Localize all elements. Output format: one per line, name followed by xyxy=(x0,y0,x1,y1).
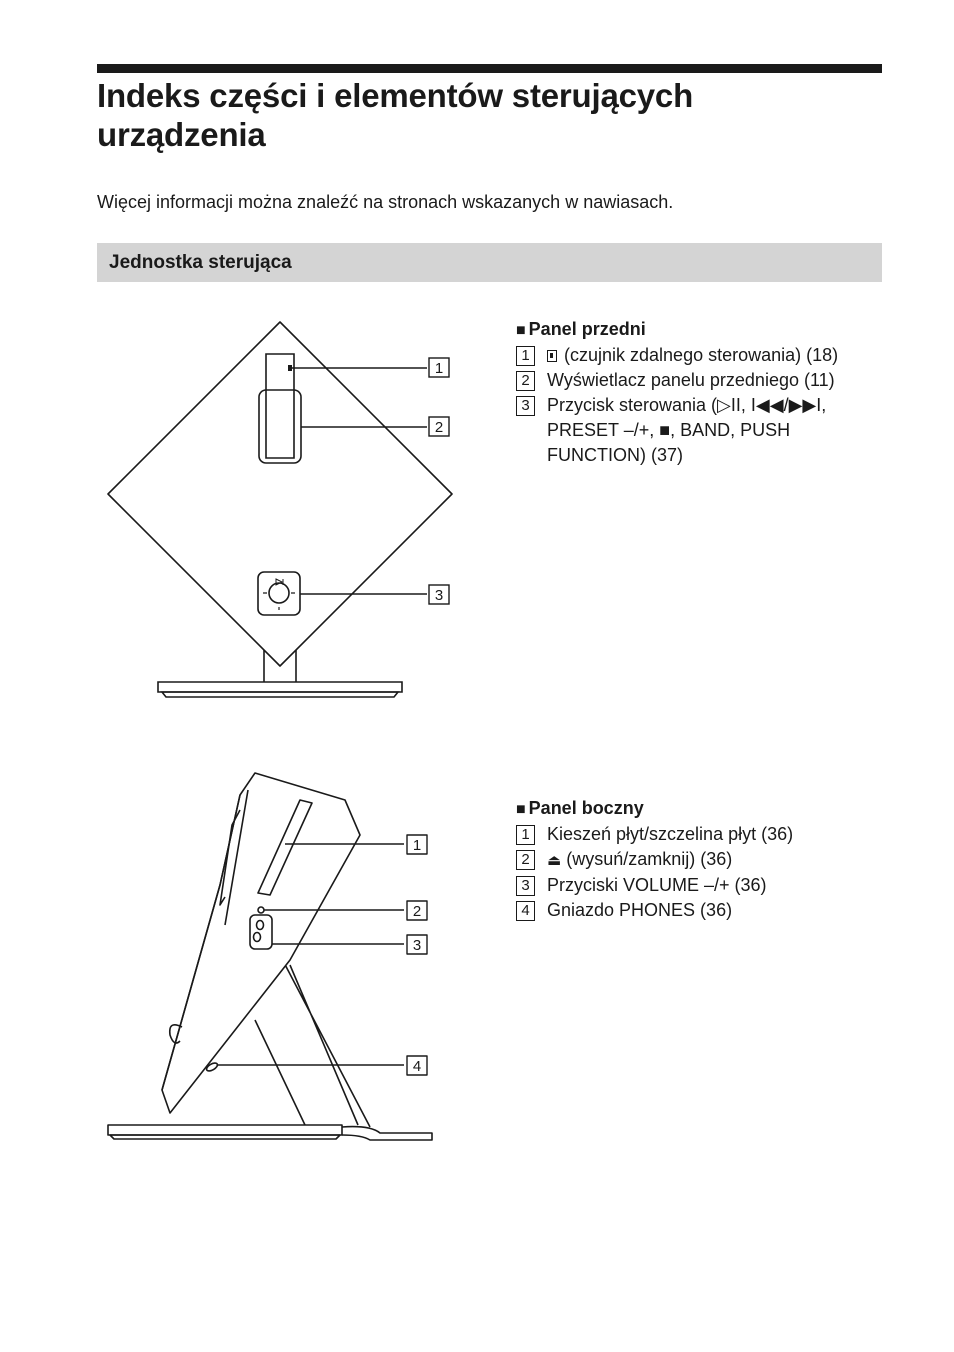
item-text: Przyciski VOLUME –/+ (36) xyxy=(547,875,767,895)
front-callout-1-label: 1 xyxy=(434,360,444,377)
side-callout-1-label: 1 xyxy=(412,837,422,854)
remote-sensor-icon xyxy=(547,350,557,362)
side-stand-base-bottom xyxy=(110,1135,340,1139)
list-item xyxy=(516,393,886,468)
stand-base-bottom xyxy=(162,692,398,697)
list-item xyxy=(516,898,886,923)
side-panel-drawing xyxy=(100,765,440,1150)
list-item xyxy=(516,368,886,393)
item-number: 4 xyxy=(516,901,535,921)
list-item xyxy=(516,343,886,368)
item-text: Wyświetlacz panelu przedniego (11) xyxy=(547,370,835,390)
section-title: Jednostka sterująca xyxy=(109,252,292,273)
square-bullet-icon: ■ xyxy=(516,801,526,818)
list-item xyxy=(516,822,886,847)
front-callout-3-label: 3 xyxy=(434,587,444,604)
eject-icon: ⏏ xyxy=(547,852,562,869)
item-number: 2 xyxy=(516,850,535,870)
side-stand-foot xyxy=(342,1127,432,1140)
front-panel-heading: ■ Panel przedni xyxy=(516,319,646,339)
top-rule xyxy=(97,64,882,73)
item-text: (czujnik zdalnego sterowania) (18) xyxy=(564,345,839,365)
list-item xyxy=(516,847,886,873)
front-panel-figure xyxy=(100,310,470,710)
front-panel-drawing xyxy=(100,310,470,710)
item-text: Przycisk sterowania (▷II, I◀◀/▶▶I, PRESET –/+, ■, BAND, PUSH FUNCTION) (37) xyxy=(547,395,827,465)
side-callout-2-label: 2 xyxy=(412,903,422,920)
section-bar xyxy=(97,243,882,282)
item-number: 1 xyxy=(516,825,535,845)
page-title-line-2: urządzenia xyxy=(97,116,266,153)
item-number: 3 xyxy=(516,396,535,416)
side-callout-3-label: 3 xyxy=(412,937,422,954)
side-unit-body xyxy=(162,773,360,1113)
item-text: (wysuń/zamknij) (36) xyxy=(566,849,733,869)
side-callout-4-label: 4 xyxy=(412,1058,422,1075)
square-bullet-icon: ■ xyxy=(516,322,526,339)
stand-base xyxy=(158,682,402,692)
page-title xyxy=(97,76,882,154)
page-title-line-1: Indeks części i elementów sterujących xyxy=(97,77,694,114)
side-stand-base xyxy=(108,1125,342,1135)
list-item xyxy=(516,873,886,898)
item-text: Gniazdo PHONES (36) xyxy=(547,900,733,920)
item-number: 3 xyxy=(516,876,535,896)
item-text: Kieszeń płyt/szczelina płyt (36) xyxy=(547,824,794,844)
item-number: 1 xyxy=(516,346,535,366)
item-number: 2 xyxy=(516,371,535,391)
sensor-dot xyxy=(288,365,292,371)
side-panel-figure xyxy=(100,765,440,1150)
side-panel-list xyxy=(516,796,886,923)
front-panel-list xyxy=(516,317,886,468)
side-panel-heading: ■ Panel boczny xyxy=(516,798,644,818)
intro-text: Więcej informacji można znaleźć na stronach wskazanych w nawiasach. xyxy=(97,192,674,212)
front-callout-2-label: 2 xyxy=(434,419,444,436)
